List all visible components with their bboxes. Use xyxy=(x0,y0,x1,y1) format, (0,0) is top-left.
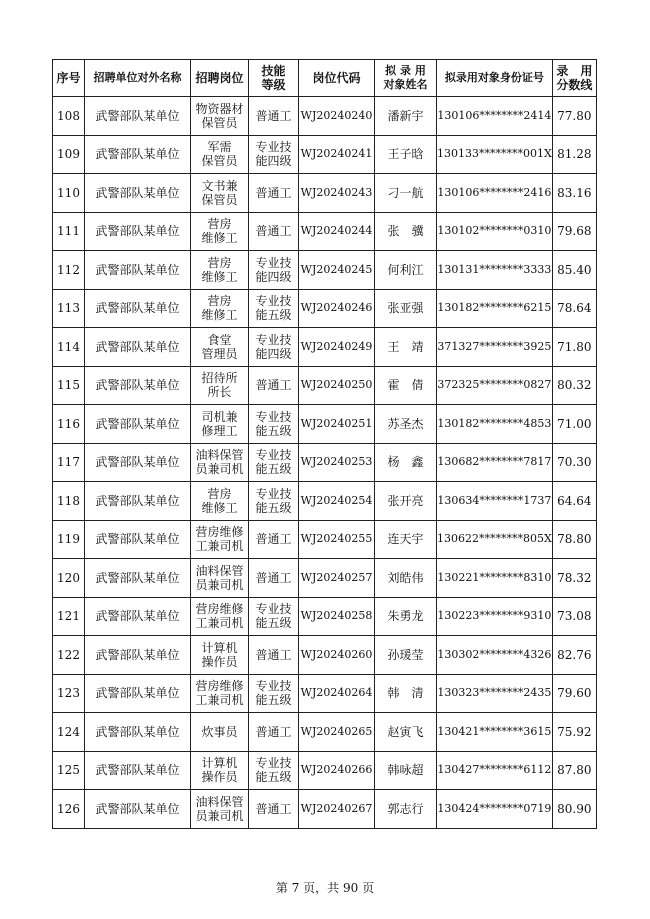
header-label-line: 招聘单位对外名称 xyxy=(93,71,182,84)
cell-post-line: 工兼司机 xyxy=(195,539,244,554)
table-row xyxy=(53,405,597,444)
cell-level-line: 专业技 xyxy=(255,448,292,463)
cell-name: 霍 倩 xyxy=(375,366,437,405)
cell-score: 80.32 xyxy=(552,366,596,405)
cell-name: 王 靖 xyxy=(375,328,437,367)
cell-no: 112 xyxy=(53,251,85,290)
cell-level xyxy=(249,597,299,636)
cell-level xyxy=(249,251,299,290)
cell-post-line: 维修工 xyxy=(201,500,238,515)
cell-code: WJ20240257 xyxy=(299,559,375,598)
cell-unit: 武警部队某单位 xyxy=(85,520,191,559)
header-label-line: 对象姓名 xyxy=(383,78,428,91)
cell-post-line: 营房 xyxy=(207,294,232,309)
cell-level-line: 专业技 xyxy=(255,409,292,424)
cell-no: 113 xyxy=(53,289,85,328)
cell-id: 130427********6112 xyxy=(437,751,553,790)
cell-level-line: 普通工 xyxy=(255,378,292,393)
cell-code: WJ20240246 xyxy=(299,289,375,328)
header-code xyxy=(299,60,375,97)
cell-level-line: 普通工 xyxy=(255,108,292,123)
cell-unit: 武警部队某单位 xyxy=(85,97,191,136)
table-row xyxy=(53,790,597,829)
table-row xyxy=(53,751,597,790)
cell-id: 130221********8310 xyxy=(437,559,553,598)
cell-id: 130302********4326 xyxy=(437,636,553,675)
cell-post-line: 招待所 xyxy=(201,371,238,386)
cell-no: 121 xyxy=(53,597,85,636)
cell-code: WJ20240266 xyxy=(299,751,375,790)
cell-post xyxy=(191,174,249,213)
cell-id: 130182********6215 xyxy=(437,289,553,328)
cell-level xyxy=(249,674,299,713)
cell-unit: 武警部队某单位 xyxy=(85,174,191,213)
cell-post-line: 修理工 xyxy=(201,423,238,438)
cell-post-line: 操作员 xyxy=(201,770,238,785)
header-score xyxy=(552,60,596,97)
cell-level-line: 普通工 xyxy=(255,570,292,585)
cell-level xyxy=(249,559,299,598)
cell-id: 130133********001X xyxy=(437,135,553,174)
cell-post-line: 营房 xyxy=(207,217,232,232)
cell-post xyxy=(191,597,249,636)
cell-level xyxy=(249,174,299,213)
cell-level-line: 能四级 xyxy=(255,269,292,284)
cell-post-line: 保管员 xyxy=(201,192,238,207)
cell-level xyxy=(249,135,299,174)
cell-level xyxy=(249,97,299,136)
cell-post-line: 管理员 xyxy=(201,346,238,361)
cell-name: 潘新宇 xyxy=(375,97,437,136)
cell-name: 孙瑗莹 xyxy=(375,636,437,675)
cell-level xyxy=(249,212,299,251)
cell-name: 韩咏超 xyxy=(375,751,437,790)
cell-post xyxy=(191,636,249,675)
cell-code: WJ20240244 xyxy=(299,212,375,251)
cell-unit: 武警部队某单位 xyxy=(85,636,191,675)
table-row xyxy=(53,366,597,405)
cell-name: 连天宇 xyxy=(375,520,437,559)
header-label-line: 拟 录 用 xyxy=(385,64,426,77)
cell-post xyxy=(191,559,249,598)
table-row xyxy=(53,520,597,559)
cell-id: 130106********2416 xyxy=(437,174,553,213)
cell-name: 苏圣杰 xyxy=(375,405,437,444)
cell-level-line: 能五级 xyxy=(255,616,292,631)
table-row xyxy=(53,97,597,136)
cell-post-line: 计算机 xyxy=(201,756,238,771)
cell-no: 114 xyxy=(53,328,85,367)
cell-level-line: 专业技 xyxy=(255,140,292,155)
cell-no: 123 xyxy=(53,674,85,713)
cell-id: 130102********0310 xyxy=(437,212,553,251)
cell-id: 130323********2435 xyxy=(437,674,553,713)
table-row xyxy=(53,135,597,174)
cell-post-line: 营房维修 xyxy=(195,679,244,694)
table-row xyxy=(53,212,597,251)
cell-no: 124 xyxy=(53,713,85,752)
cell-no: 109 xyxy=(53,135,85,174)
page-footer: 第 7 页，共 90 页 xyxy=(275,881,375,895)
cell-post-line: 计算机 xyxy=(201,640,238,655)
cell-level-line: 专业技 xyxy=(255,255,292,270)
cell-score: 79.60 xyxy=(552,674,596,713)
cell-post-line: 油料保管 xyxy=(195,563,244,578)
table-row xyxy=(53,713,597,752)
cell-unit: 武警部队某单位 xyxy=(85,135,191,174)
cell-level-line: 能四级 xyxy=(255,154,292,169)
table-body xyxy=(53,97,597,829)
cell-post xyxy=(191,289,249,328)
cell-post-line: 物资器材 xyxy=(195,101,244,116)
cell-level-line: 能五级 xyxy=(255,462,292,477)
cell-name: 刁一航 xyxy=(375,174,437,213)
cell-code: WJ20240254 xyxy=(299,482,375,521)
cell-id: 130223********9310 xyxy=(437,597,553,636)
cell-code: WJ20240240 xyxy=(299,97,375,136)
cell-level xyxy=(249,366,299,405)
cell-id: 371327********3925 xyxy=(437,328,553,367)
cell-post xyxy=(191,366,249,405)
cell-code: WJ20240241 xyxy=(299,135,375,174)
cell-name: 王子晗 xyxy=(375,135,437,174)
recruitment-table xyxy=(52,59,597,829)
cell-unit: 武警部队某单位 xyxy=(85,443,191,482)
cell-id: 130421********3615 xyxy=(437,713,553,752)
cell-post xyxy=(191,251,249,290)
cell-name: 杨 鑫 xyxy=(375,443,437,482)
cell-post-line: 油料保管 xyxy=(195,794,244,809)
cell-level-line: 普通工 xyxy=(255,185,292,200)
cell-code: WJ20240245 xyxy=(299,251,375,290)
cell-level xyxy=(249,405,299,444)
cell-post-line: 军需 xyxy=(207,140,232,155)
cell-post-line: 员兼司机 xyxy=(195,462,244,477)
cell-id: 130634********1737 xyxy=(437,482,553,521)
table-row xyxy=(53,251,597,290)
header-post xyxy=(191,60,249,97)
cell-no: 111 xyxy=(53,212,85,251)
cell-level-line: 专业技 xyxy=(255,486,292,501)
cell-post-line: 营房 xyxy=(207,486,232,501)
cell-post xyxy=(191,713,249,752)
cell-unit: 武警部队某单位 xyxy=(85,559,191,598)
cell-post-line: 维修工 xyxy=(201,308,238,323)
cell-name: 张开亮 xyxy=(375,482,437,521)
cell-post xyxy=(191,520,249,559)
header-unit xyxy=(85,60,191,97)
cell-level xyxy=(249,328,299,367)
cell-score: 75.92 xyxy=(552,713,596,752)
cell-level xyxy=(249,751,299,790)
cell-post-line: 营房维修 xyxy=(195,525,244,540)
cell-code: WJ20240250 xyxy=(299,366,375,405)
cell-no: 120 xyxy=(53,559,85,598)
cell-code: WJ20240255 xyxy=(299,520,375,559)
cell-level xyxy=(249,289,299,328)
cell-unit: 武警部队某单位 xyxy=(85,328,191,367)
cell-level-line: 能五级 xyxy=(255,500,292,515)
cell-id: 130682********7817 xyxy=(437,443,553,482)
cell-score: 81.28 xyxy=(552,135,596,174)
cell-code: WJ20240258 xyxy=(299,597,375,636)
cell-level-line: 能五级 xyxy=(255,308,292,323)
cell-post-line: 司机兼 xyxy=(201,409,238,424)
cell-no: 110 xyxy=(53,174,85,213)
cell-name: 郭志行 xyxy=(375,790,437,829)
cell-no: 125 xyxy=(53,751,85,790)
cell-post xyxy=(191,328,249,367)
cell-name: 刘皓伟 xyxy=(375,559,437,598)
cell-unit: 武警部队某单位 xyxy=(85,405,191,444)
cell-post xyxy=(191,674,249,713)
header-id xyxy=(437,60,553,97)
cell-post-line: 操作员 xyxy=(201,654,238,669)
table-row xyxy=(53,597,597,636)
cell-level-line: 能四级 xyxy=(255,346,292,361)
cell-post xyxy=(191,97,249,136)
cell-score: 78.32 xyxy=(552,559,596,598)
cell-no: 122 xyxy=(53,636,85,675)
cell-post-line: 保管员 xyxy=(201,115,238,130)
cell-no: 117 xyxy=(53,443,85,482)
cell-level-line: 专业技 xyxy=(255,602,292,617)
cell-unit: 武警部队某单位 xyxy=(85,597,191,636)
cell-unit: 武警部队某单位 xyxy=(85,482,191,521)
cell-score: 82.76 xyxy=(552,636,596,675)
cell-post-line: 食堂 xyxy=(207,332,232,347)
table-row xyxy=(53,443,597,482)
header-label-line: 技能 xyxy=(261,64,286,78)
cell-level xyxy=(249,790,299,829)
cell-unit: 武警部队某单位 xyxy=(85,366,191,405)
cell-score: 83.16 xyxy=(552,174,596,213)
cell-code: WJ20240264 xyxy=(299,674,375,713)
table-row xyxy=(53,289,597,328)
cell-level-line: 普通工 xyxy=(255,801,292,816)
cell-score: 71.80 xyxy=(552,328,596,367)
cell-level-line: 专业技 xyxy=(255,756,292,771)
cell-score: 78.64 xyxy=(552,289,596,328)
table-row xyxy=(53,636,597,675)
cell-score: 71.00 xyxy=(552,405,596,444)
cell-level-line: 能五级 xyxy=(255,693,292,708)
cell-score: 73.08 xyxy=(552,597,596,636)
table-row xyxy=(53,674,597,713)
cell-code: WJ20240251 xyxy=(299,405,375,444)
cell-unit: 武警部队某单位 xyxy=(85,212,191,251)
header-label-line: 拟录用对象身份证号 xyxy=(444,71,544,84)
cell-level-line: 能五级 xyxy=(255,423,292,438)
cell-unit: 武警部队某单位 xyxy=(85,751,191,790)
cell-code: WJ20240265 xyxy=(299,713,375,752)
cell-level xyxy=(249,520,299,559)
header-level xyxy=(249,60,299,97)
header-label-line: 分数线 xyxy=(556,78,593,92)
cell-score: 80.90 xyxy=(552,790,596,829)
header-row xyxy=(53,60,597,97)
cell-post-line: 保管员 xyxy=(201,154,238,169)
cell-score: 78.80 xyxy=(552,520,596,559)
cell-level xyxy=(249,443,299,482)
cell-id: 372325********0827 xyxy=(437,366,553,405)
cell-name: 张 骥 xyxy=(375,212,437,251)
cell-code: WJ20240253 xyxy=(299,443,375,482)
cell-post-line: 员兼司机 xyxy=(195,808,244,823)
header-no xyxy=(53,60,85,97)
cell-post-line: 营房维修 xyxy=(195,602,244,617)
cell-post-line: 维修工 xyxy=(201,231,238,246)
header-label-line: 录 用 xyxy=(556,64,593,78)
cell-no: 108 xyxy=(53,97,85,136)
table-row xyxy=(53,174,597,213)
table-row xyxy=(53,328,597,367)
cell-name: 赵寅飞 xyxy=(375,713,437,752)
cell-unit: 武警部队某单位 xyxy=(85,790,191,829)
cell-post xyxy=(191,443,249,482)
table-row xyxy=(53,559,597,598)
cell-no: 126 xyxy=(53,790,85,829)
cell-level-line: 普通工 xyxy=(255,647,292,662)
table-row xyxy=(53,482,597,521)
cell-unit: 武警部队某单位 xyxy=(85,289,191,328)
cell-code: WJ20240243 xyxy=(299,174,375,213)
cell-post-line: 营房 xyxy=(207,255,232,270)
cell-unit: 武警部队某单位 xyxy=(85,674,191,713)
cell-id: 130424********0719 xyxy=(437,790,553,829)
cell-id: 130622********805X xyxy=(437,520,553,559)
cell-post xyxy=(191,790,249,829)
cell-unit: 武警部队某单位 xyxy=(85,251,191,290)
header-label-line: 岗位代码 xyxy=(312,71,361,85)
cell-score: 70.30 xyxy=(552,443,596,482)
cell-post xyxy=(191,482,249,521)
cell-code: WJ20240249 xyxy=(299,328,375,367)
header-label-line: 等级 xyxy=(261,78,286,92)
cell-score: 64.64 xyxy=(552,482,596,521)
cell-name: 张亚强 xyxy=(375,289,437,328)
cell-no: 118 xyxy=(53,482,85,521)
cell-score: 85.40 xyxy=(552,251,596,290)
cell-post-line: 员兼司机 xyxy=(195,577,244,592)
cell-level xyxy=(249,482,299,521)
cell-post-line: 所长 xyxy=(207,385,232,400)
cell-level-line: 专业技 xyxy=(255,679,292,694)
cell-code: WJ20240267 xyxy=(299,790,375,829)
header-label-line: 序号 xyxy=(56,71,81,85)
cell-level-line: 普通工 xyxy=(255,724,292,739)
header-name xyxy=(375,60,437,97)
cell-no: 119 xyxy=(53,520,85,559)
header-label-line: 招聘岗位 xyxy=(195,71,244,85)
cell-post-line: 工兼司机 xyxy=(195,616,244,631)
cell-post-line: 炊事员 xyxy=(201,724,238,739)
cell-post xyxy=(191,751,249,790)
cell-level xyxy=(249,713,299,752)
cell-post-line: 文书兼 xyxy=(201,178,238,193)
cell-post xyxy=(191,405,249,444)
cell-post xyxy=(191,212,249,251)
cell-score: 79.68 xyxy=(552,212,596,251)
cell-post-line: 维修工 xyxy=(201,269,238,284)
cell-id: 130182********4853 xyxy=(437,405,553,444)
cell-id: 130106********2414 xyxy=(437,97,553,136)
cell-name: 朱勇龙 xyxy=(375,597,437,636)
cell-level-line: 普通工 xyxy=(255,224,292,239)
cell-no: 116 xyxy=(53,405,85,444)
cell-no: 115 xyxy=(53,366,85,405)
cell-name: 韩 清 xyxy=(375,674,437,713)
cell-level xyxy=(249,636,299,675)
cell-level-line: 普通工 xyxy=(255,532,292,547)
cell-name: 何利江 xyxy=(375,251,437,290)
cell-post xyxy=(191,135,249,174)
cell-level-line: 专业技 xyxy=(255,294,292,309)
cell-post-line: 油料保管 xyxy=(195,448,244,463)
cell-code: WJ20240260 xyxy=(299,636,375,675)
cell-level-line: 专业技 xyxy=(255,332,292,347)
cell-level-line: 能五级 xyxy=(255,770,292,785)
cell-unit: 武警部队某单位 xyxy=(85,713,191,752)
cell-post-line: 工兼司机 xyxy=(195,693,244,708)
cell-id: 130131********3333 xyxy=(437,251,553,290)
cell-score: 87.80 xyxy=(552,751,596,790)
cell-score: 77.80 xyxy=(552,97,596,136)
